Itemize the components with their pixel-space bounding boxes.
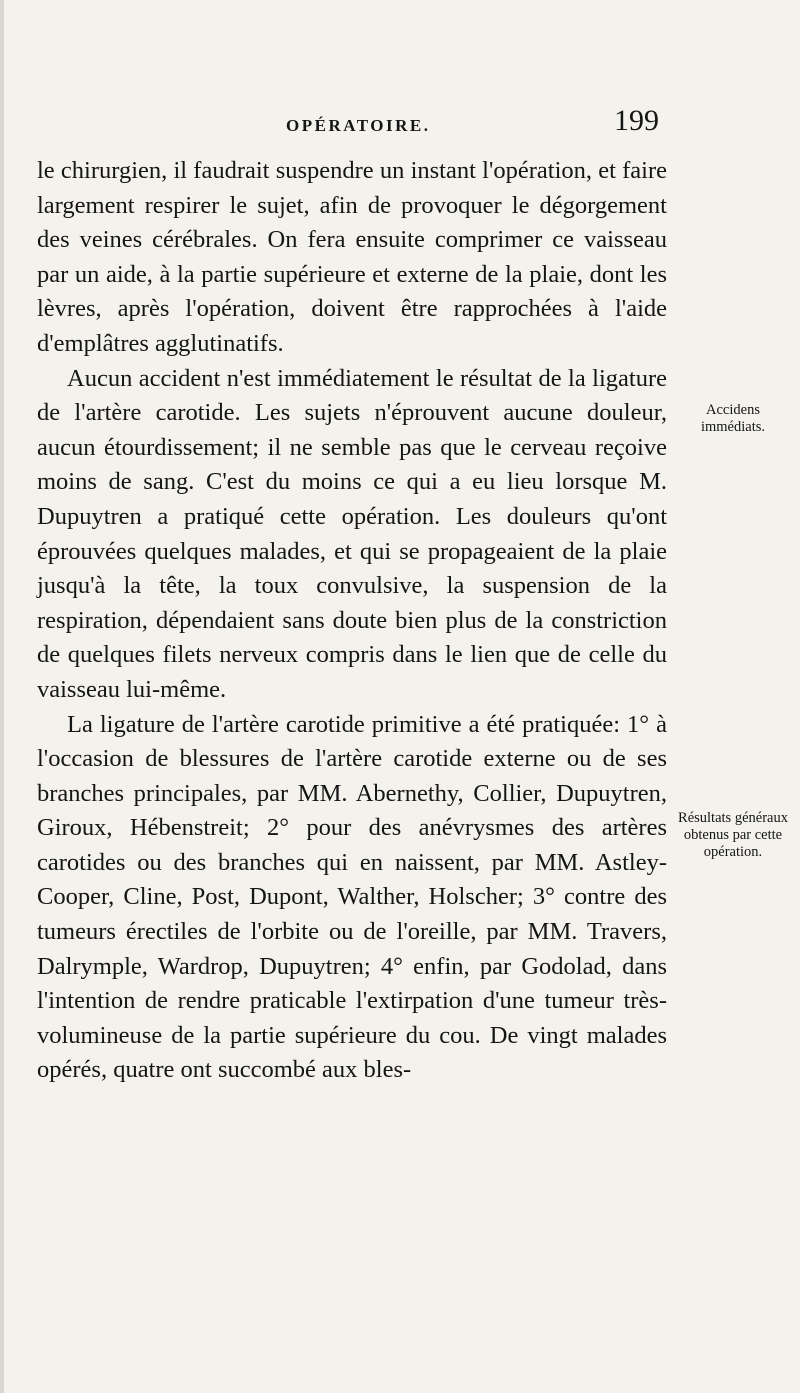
- margin-note-results: Résultats généraux obtenus par cette opération.: [678, 810, 788, 860]
- page-number: 199: [614, 104, 659, 137]
- paragraph-accidents: Aucun accident n'est immédiatement le résultat de la ligature de l'artère carotide. Les sujets n'éprouvent aucune douleur, aucun étourdissement; il ne semble pas que le cerveau reçoive moins de sang. C'est du moins ce qui a eu lieu lorsque M. Dupuytren a pratiqué cette opération. Les douleurs qu'ont éprouvées quelques malades, et qui se propageaient de la plaie jusqu'à la tête, la toux convulsive, la suspension de la respiration, dépendaient sans doute bien plus de la constriction de quelques filets nerveux compris dans le lien que de celle du vaisseau lui-même.: [37, 364, 667, 703]
- page-header: [0, 104, 800, 148]
- margin-note-accidents: Accidens immédiats.: [700, 402, 766, 435]
- paragraph-results: La ligature de l'artère carotide primitive a été pratiquée: 1° à l'occasion de blessures de l'artère carotide externe ou de ses branches principales, par MM. Abernethy, Collier, Dupuytren, Giroux, Hébenstreit; 2° pour des anévrysmes des artères carotides ou des branches qui en naissent, par MM. Astley-Cooper, Cline, Post, Dupont, Walther, Holscher; 3° contre des tumeurs érectiles de l'orbite ou de l'oreille, par MM. Travers, Dalrymple, Wardrop, Dupuytren; 4° enfin, par Godolad, dans l'intention de rendre praticable l'extirpation d'une tumeur très-volumineuse de la partie supérieure du cou. De vingt malades opérés, quatre ont succombé aux bles-: [37, 710, 667, 1084]
- running-head: OPÉRATOIRE.: [286, 116, 431, 135]
- page-edge: [0, 0, 4, 1393]
- body-text: [37, 154, 667, 1088]
- paragraph-continued: le chirurgien, il faudrait suspendre un instant l'opération, et faire largement respirer le sujet, afin de provoquer le dégorgement des veines cérébrales. On fera ensuite comprimer ce vaisseau par un aide, à la partie supérieure et externe de la plaie, dont les lèvres, après l'opération, doivent être rapprochées à l'aide d'emplâtres agglutinatifs.: [37, 157, 667, 357]
